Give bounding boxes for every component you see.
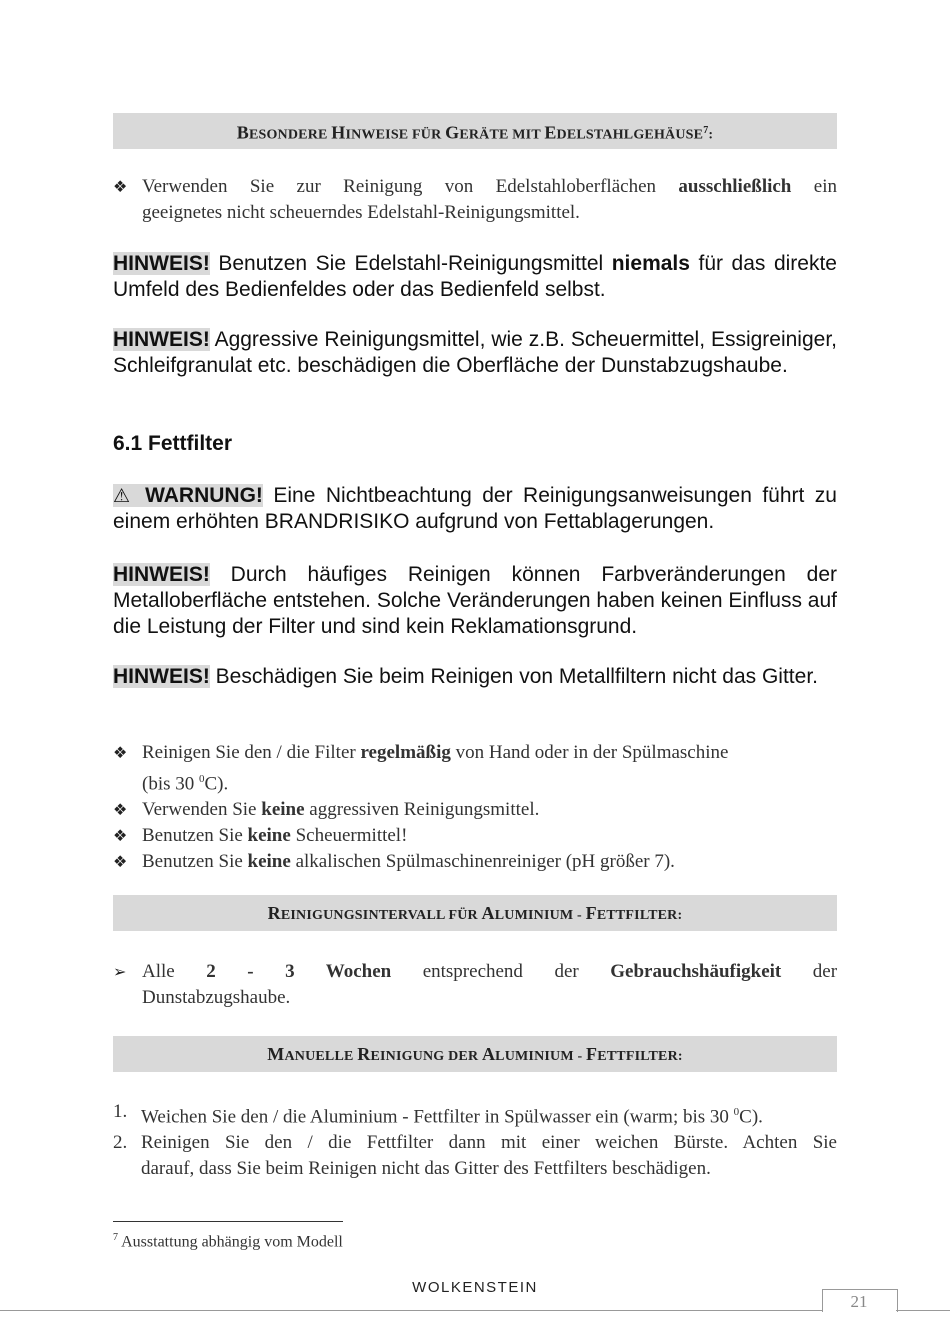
interval-line: Alle 2 - 3 Wochen entsprechend der Gebrauchshäufigkeit der	[142, 961, 838, 982]
warning-badge: ⚠ WARNUNG!	[113, 484, 263, 507]
note-stainless-panel: HINWEIS! Benutzen Sie Edelstahl-Reinigungsmittel niemals für das direkte Umfeld des Bedienfeldes oder das Bedienfeld selbst.	[113, 252, 837, 301]
manual-cleaning-steps	[113, 1099, 837, 1182]
section-title: 6.1 Fettfilter	[113, 432, 233, 455]
warning-triangle-icon: ⚠	[113, 485, 135, 507]
note-discoloration: HINWEIS! Durch häufiges Reinigen können Farbveränderungen der Metalloberfläche entstehen. Solche Veränderungen haben keinen Einfluss auf die Leistung der Filter und sind kein Reklamationsgrund.	[113, 563, 837, 638]
heading-cap: H	[331, 122, 346, 143]
footer-rule	[0, 1310, 822, 1311]
footnote-separator	[113, 1221, 343, 1222]
heading-text: DELSTAHLGEHÄUSE	[556, 127, 704, 143]
arrow-bullet-icon: ➢	[113, 962, 127, 981]
hinweis-label: HINWEIS!	[113, 665, 210, 688]
hinweis-label: HINWEIS!	[113, 563, 210, 586]
heading-cap: G	[445, 122, 460, 143]
interval-line: Dunstabzugshaube.	[142, 987, 291, 1008]
footnote-ref: 7	[703, 125, 709, 136]
diamond-bullet-icon: ❖	[113, 826, 128, 846]
bullet-line: Verwenden Sie zur Reinigung von Edelstahloberflächen ausschließlich ein	[142, 176, 837, 197]
stainless-bullet	[113, 174, 837, 226]
heading-text: INWEISE FÜR	[345, 127, 446, 143]
list-item: 2. Reinigen Sie den / die Fettfilter dann mit einer weichen Bürste. Achten Sie darauf, dass Sie beim Reinigen nicht das Gitter des Fettfilters beschädigen.	[113, 1132, 837, 1180]
list-item: ❖ Benutzen Sie keine alkalischen Spülmaschinenreiniger (pH größer 7).	[113, 849, 837, 875]
section-heading-stainless	[113, 113, 837, 149]
warning-fire-risk: ⚠ WARNUNG! Eine Nichtbeachtung der Reinigungsanweisungen führt zu einem erhöhten BRANDRISIKO aufgrund von Fettablagerungen.	[113, 484, 837, 533]
footer-rule	[896, 1310, 950, 1311]
heading-text: ERÄTE MIT	[459, 127, 545, 143]
note-grid-damage: HINWEIS! Beschädigen Sie beim Reinigen von Metallfiltern nicht das Gitter.	[113, 665, 818, 688]
list-item: ❖ Reinigen Sie den / die Filter regelmäßig von Hand oder in der Spülmaschine (bis 30 $^0$C).	[113, 742, 729, 795]
list-item: ❖ Verwenden Sie keine aggressiven Reinigungsmittel.	[113, 797, 837, 823]
hinweis-label: HINWEIS!	[113, 252, 210, 275]
note-aggressive-cleaners: HINWEIS! Aggressive Reinigungsmittel, wie z.B. Scheuermittel, Essigreiniger, Schleifgranulat etc. beschädigen die Oberfläche der Dunstabzugshaube.	[113, 328, 837, 377]
list-item: ❖ Benutzen Sie keine Scheuermittel!	[113, 823, 837, 849]
heading-text: ESONDERE	[248, 127, 332, 143]
list-item: 1. Weichen Sie den / die Aluminium - Fettfilter in Spülwasser ein (warm; bis 30 $^0$C).	[113, 1101, 763, 1128]
hinweis-label: HINWEIS!	[113, 328, 210, 351]
diamond-bullet-icon: ❖	[113, 800, 128, 820]
page-number: 21	[850, 1292, 868, 1311]
interval-item	[113, 959, 837, 1011]
diamond-bullet-icon: ❖	[113, 177, 128, 196]
diamond-bullet-icon: ❖	[113, 743, 128, 762]
cleaning-bullet-list	[113, 740, 837, 875]
diamond-bullet-icon: ❖	[113, 852, 128, 872]
bullet-line: geeignetes nicht scheuerndes Edelstahl-Reinigungsmittel.	[142, 202, 580, 223]
brand-logo: WOLKENSTEIN	[412, 1279, 538, 1296]
section-heading-interval: REINIGUNGSINTERVALL FÜR ALUMINIUM - FETTFILTER:	[113, 895, 837, 931]
heading-text: :	[708, 127, 714, 143]
heading-cap: B	[236, 122, 249, 143]
heading-cap: E	[544, 122, 557, 143]
section-heading-manual-cleaning: MANUELLE REINIGUNG DER ALUMINIUM - FETTFILTER:	[113, 1036, 837, 1072]
footnote: $^7$ Ausstattung abhängig vom Modell	[113, 1232, 343, 1251]
